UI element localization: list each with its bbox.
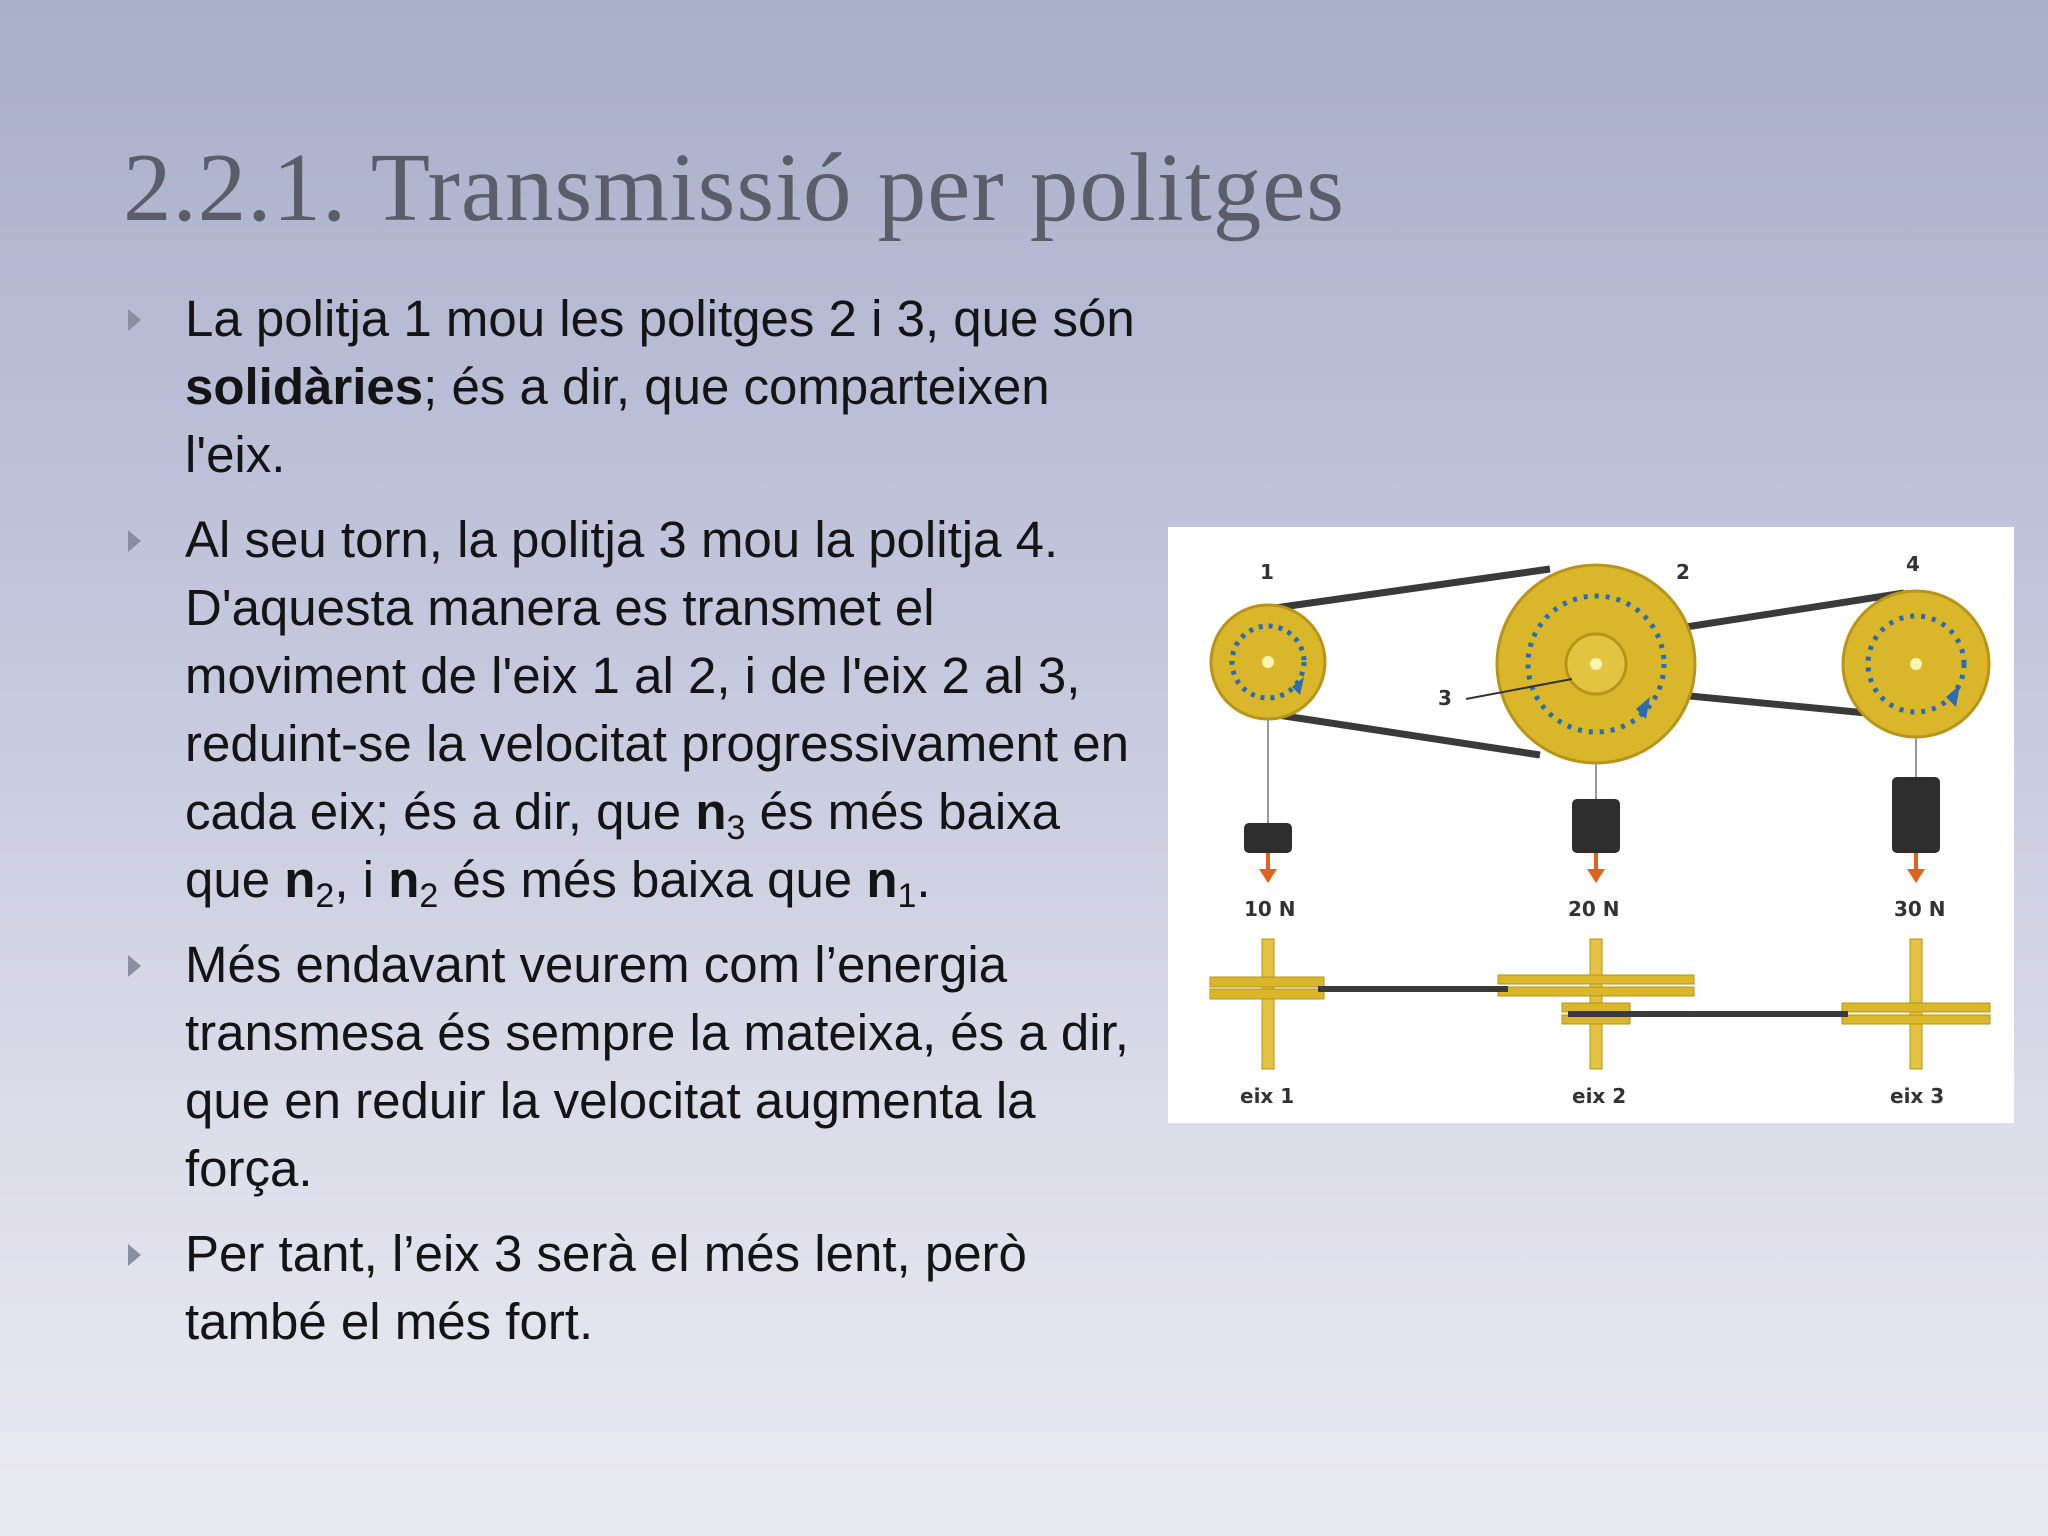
force-arrow-icon (1907, 869, 1925, 883)
label-pulley-3: 3 (1438, 686, 1452, 710)
label-pulley-1: 1 (1260, 560, 1274, 584)
axis-label-3: eix 3 (1890, 1084, 1945, 1108)
force-arrow-icon (1587, 869, 1605, 883)
weight-20n (1572, 763, 1620, 883)
label-pulley-4: 4 (1906, 552, 1920, 576)
bullet-item: La politja 1 mou les politges 2 i 3, que són solidàries; és a dir, que comparteixen l'eix. (124, 285, 1144, 489)
bullet-item: Més endavant veurem com l’energia transmesa és sempre la mateixa, és a dir, que en reduir la velocitat augmenta la força. (124, 931, 1144, 1203)
slide-title: 2.2.1. Transmissió per politges (123, 134, 1346, 241)
bullet-item: Al seu torn, la politja 3 mou la politja 4. D'aquesta manera es transmet el moviment de l'eix 1 al 2, i de l'eix 2 al 3, reduint-se la velocitat progressivament en cada eix; és a dir, que $n_3$ és més baixa que $n_2$, i $n_2$ és més baixa que $n_1$. (124, 506, 1144, 914)
pulley-diagram-svg (1168, 527, 2014, 1123)
pulley-4 (1843, 591, 1989, 737)
weight-label-10n: 10 N (1244, 897, 1296, 921)
bullet-item: Per tant, l’eix 3 serà el més lent, però també el més fort. (124, 1220, 1144, 1356)
weight-label-20n: 20 N (1568, 897, 1620, 921)
bullet-arrow-icon (128, 309, 141, 331)
force-arrow-icon (1259, 869, 1277, 883)
axis-label-2: eix 2 (1572, 1084, 1627, 1108)
weight-label-30n: 30 N (1894, 897, 1946, 921)
label-pulley-2: 2 (1676, 560, 1690, 584)
pulley-diagram (1168, 527, 2014, 1123)
bullet-arrow-icon (128, 1244, 141, 1266)
side-view (1210, 939, 1990, 1069)
bullet-list (124, 285, 1144, 1373)
pulley-2 (1466, 565, 1695, 763)
pulley-1 (1211, 605, 1325, 719)
bullet-arrow-icon (128, 955, 141, 977)
weight-30n (1892, 737, 1940, 883)
bullet-arrow-icon (128, 530, 141, 552)
weight-10n (1244, 719, 1292, 883)
axis-label-1: eix 1 (1240, 1084, 1295, 1108)
